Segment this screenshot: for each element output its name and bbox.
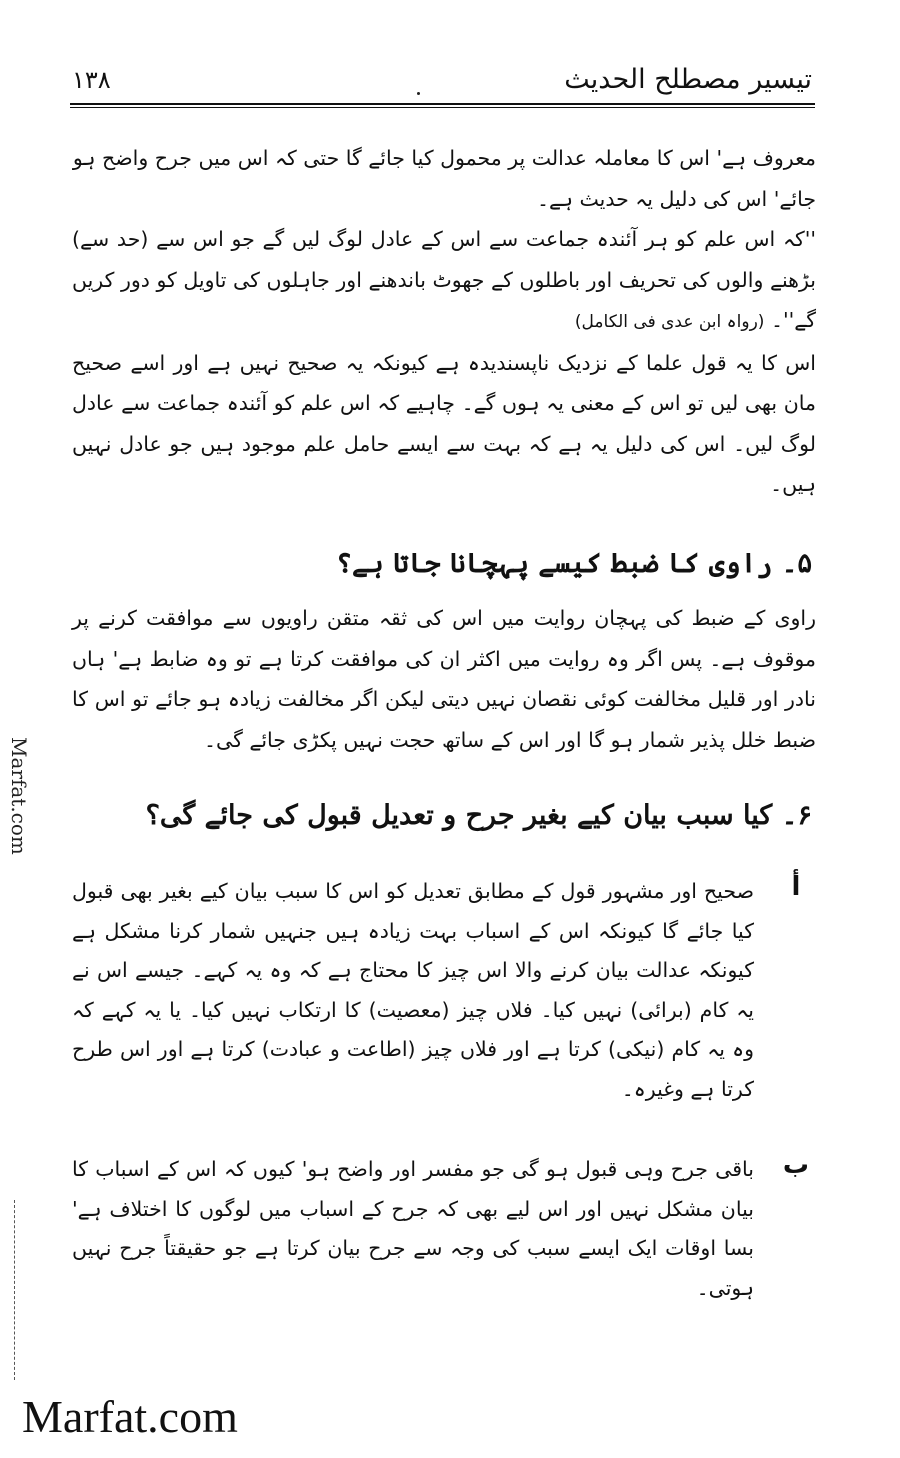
- paragraph-line: معروف ہے' اس کا معاملہ عدالت پر محمول کیا جائے گا حتی کہ اس میں جرح واضح ہو: [72, 146, 816, 170]
- hadith-quote: [72, 219, 816, 343]
- commentary-paragraph: اس کا یہ قول علما کے نزدیک ناپسندیدہ ہے کیونکہ یہ صحیح نہیں ہے اور اسے صحیح مان بھی لیں تو اس کے معنی یہ ہوں گے۔ چاہیے کہ اس علم کو آئندہ جماعت سے عادل لوگ لیں۔ اس کی دلیل یہ ہے کہ بہت سے ایسے حامل علم موجود ہیں جو عادل نہیں ہیں۔: [72, 350, 816, 496]
- side-watermark-text: Marfat.com: [7, 737, 31, 855]
- opening-paragraph: [72, 138, 816, 505]
- paragraph-line: جائے' اس کی دلیل یہ حدیث ہے۔: [536, 186, 816, 211]
- section-5-paragraph: [72, 598, 816, 760]
- hadith-citation: (رواہ ابن عدی فی الکامل): [574, 312, 765, 332]
- list-item: [72, 872, 816, 1152]
- section-6-heading: ۶۔ کیا سبب بیان کیے بغیر جرح و تعدیل قبول کی جائے گی؟: [145, 800, 812, 831]
- side-watermark: [4, 737, 31, 910]
- list-marker: ب: [782, 1150, 810, 1180]
- list-item-text: صحیح اور مشہور قول کے مطابق تعدیل کو اس کا سبب بیان کیے بغیر بھی قبول کیا جائے گا کیونکہ اس کے اسباب بہت زیادہ ہیں جنہیں شمار کرنا مشکل ہے کیونکہ عدالت بیان کرنے والا اس چیز کا محتاج ہے کہ وہ یہ کہے۔ جیسے اس نے یہ کام (برائی) نہیں کیا۔ فلاں چیز (معصیت) کا ارتکاب نہیں کیا۔ یا یہ کہے کہ وہ یہ کام (نیکی) کرتا ہے اور فلاں چیز (اطاعت و عبادت) کرتا ہے اور اس طرح کرتا ہے وغیرہ۔: [72, 879, 754, 1101]
- hadith-text: ''کہ اس علم کو ہر آئندہ جماعت سے اس کے عادل لوگ لیں گے جو اس سے (حد سے) بڑھنے والوں کی تحریف اور باطلوں کے جھوٹ باندھنے اور جاہلوں کی تاویل کو دور کریں گے''۔: [72, 227, 816, 332]
- list-item: [72, 1150, 816, 1350]
- bottom-watermark: Marfat.com: [22, 1391, 238, 1442]
- paragraph: راوی کے ضبط کی پہچان روایت میں اس کی ثقہ متقن راویوں سے موافقت کرنے پر موقوف ہے۔ پس اگر وہ روایت میں اکثر ان کی موافقت کرتا ہے تو وہ ضابط ہے' ہاں نادر اور قلیل مخالفت کوئی نقصان نہیں دیتی لیکن اگر مخالفت زیادہ ہو جائے تو اس کا ضبط خلل پذیر شمار ہو گا اور اس کے ساتھ حجت نہیں پکڑی جائے گی۔: [72, 606, 816, 752]
- running-header: [72, 62, 812, 102]
- list-item-text: باقی جرح وہی قبول ہو گی جو مفسر اور واضح ہو' کیوں کہ اس کے اسباب کا بیان مشکل نہیں اور اس لیے بھی کہ جرح کے اسباب میں لوگوں کا اختلاف ہے' بسا اوقات ایک ایسے سبب کی وجہ سے جرح بیان کرتا ہے جو حقیقتاً جرح نہیں ہوتی۔: [72, 1157, 754, 1300]
- header-speck: [417, 92, 420, 95]
- list-marker: أ: [791, 872, 801, 902]
- scan-margin-line: [14, 1200, 16, 1380]
- running-title: تیسیر مصطلح الحدیث: [564, 64, 812, 95]
- header-rule: [70, 103, 815, 108]
- section-5-heading: ۵۔ راوی کا ضبط کیسے پہچانا جاتا ہے؟: [336, 548, 812, 579]
- page-number: ۱۳۸: [72, 66, 111, 94]
